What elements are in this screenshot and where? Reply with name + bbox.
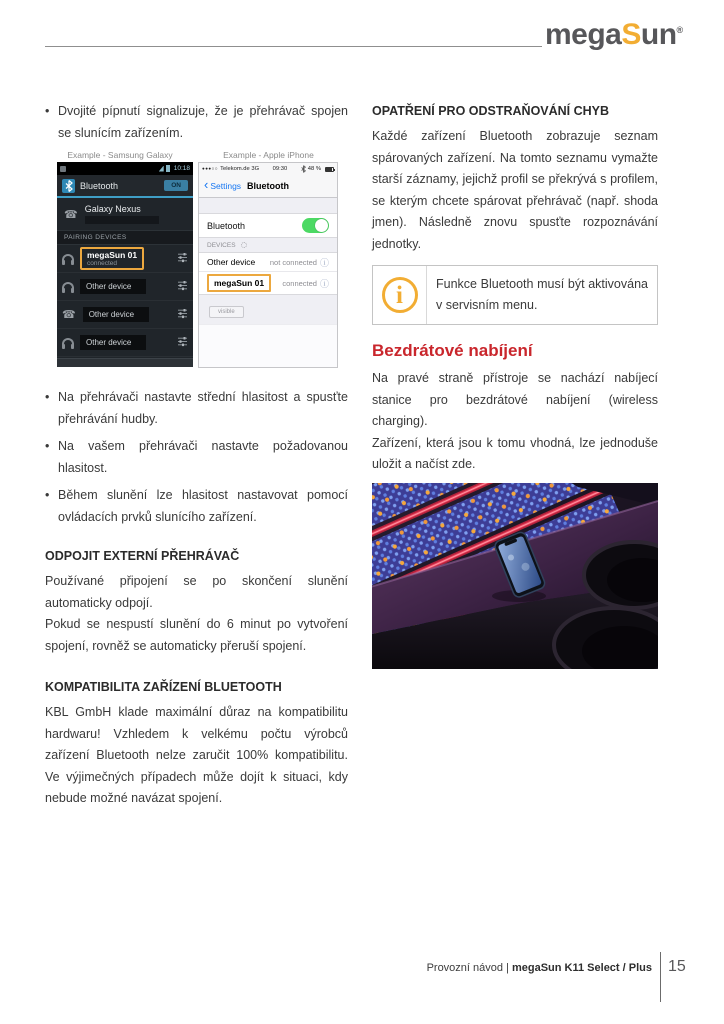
registered-mark: ®	[676, 25, 683, 35]
section-title-compatibility: KOMPATIBILITA ZAŘÍZENÍ BLUETOOTH	[45, 680, 282, 694]
phone-icon: ☎	[64, 207, 78, 221]
own-device-address	[85, 216, 159, 224]
bullet-list	[45, 387, 348, 528]
samsung-screenshot	[57, 162, 193, 367]
pair-settings-icon	[177, 250, 188, 268]
caption-iphone: Example - Apple iPhone	[223, 150, 314, 160]
own-device-name: Galaxy Nexus	[84, 204, 141, 214]
paragraph: Na pravé straně přístroje se nachází nabíjecí stanice pro bezdrátové nabíjení (wireless charging).	[372, 371, 658, 428]
bullet-volume-desired	[45, 436, 348, 479]
info-detail-icon	[317, 256, 329, 269]
pair-settings-icon	[177, 278, 188, 296]
back-label: Settings	[210, 181, 242, 191]
headphones-icon	[62, 338, 74, 347]
paragraph: Každé zařízení Bluetooth zobrazuje seznam spárovaných zařízení. Na tomto seznamu vymažte starší záznamy, jejichž profil se překrývá s profilem, se kterým chcete spárovat přehrávač (např. shoda jmen). Následně znovu spusťte rozpoznávání jednotky.	[372, 129, 658, 251]
header-rule	[45, 46, 542, 47]
screenshot-captions	[45, 150, 348, 160]
paragraph: Zařízení, která jsou k tomu vhodná, lze jednoduše uložit a načíst zde.	[372, 435, 658, 471]
samsung-title: Bluetooth	[80, 180, 119, 191]
bluetooth-toggle	[302, 218, 329, 233]
paired-device-name: megaSun 01	[87, 250, 138, 260]
bullet-pairing-beep	[45, 101, 348, 144]
visible-button-area	[199, 295, 337, 318]
logo-part-s: S	[621, 18, 641, 51]
footer-text	[427, 962, 652, 974]
megasun-highlight-box	[80, 247, 144, 270]
battery-icon	[325, 167, 334, 172]
iphone-empty-area	[199, 324, 337, 367]
samsung-own-device-row	[57, 198, 193, 230]
samsung-status-icons	[159, 165, 190, 172]
paragraph: Pokud se nespustí slunění do 6 minut po vytvoření spojení, rovněž se automaticky přeruší spojení.	[45, 617, 348, 653]
bluetooth-icon	[301, 165, 306, 173]
bullet-text: • Dvojité pípnutí signalizuje, že je přehrávač spojen se slunícím zařízením.	[58, 104, 348, 140]
paired-device-row	[57, 245, 193, 273]
section-title-wireless-charging: Bezdrátové nabíjení	[372, 341, 533, 360]
battery-percent: 48 %	[307, 166, 321, 172]
wireless-charging-photo	[372, 483, 658, 669]
device-name: Other device	[207, 257, 256, 267]
samsung-bottom-bar	[57, 358, 193, 367]
right-column	[372, 101, 658, 669]
iphone-status-bar	[199, 163, 337, 175]
footer-separator: |	[506, 962, 509, 974]
section-title-troubleshooting: OPATŘENÍ PRO ODSTRAŇOVÁNÍ CHYB	[372, 104, 610, 118]
back-to-settings	[204, 181, 241, 191]
pair-settings-icon	[177, 306, 188, 324]
section-title-disconnect: ODPOJIT EXTERNÍ PŘEHRÁVAČ	[45, 549, 240, 563]
phone-icon: ☎	[62, 308, 76, 321]
paired-device-status: connected	[87, 260, 117, 267]
bullet-volume-medium	[45, 387, 348, 430]
device-status: connected	[282, 278, 317, 288]
bullet-volume-during	[45, 485, 348, 528]
device-row	[199, 253, 337, 271]
info-icon-cell	[373, 266, 427, 324]
footer-divider	[660, 952, 661, 1002]
megasun-logo	[545, 18, 683, 52]
device-status: not connected	[269, 257, 317, 267]
headphones-icon	[62, 254, 74, 263]
usb-icon	[60, 166, 66, 172]
page-number: 15	[668, 958, 686, 975]
megasun-highlight-box: megaSun 01	[207, 274, 271, 292]
page-footer	[0, 950, 724, 1010]
bullet-text: • Na přehrávači nastavte střední hlasitost a spusťte přehrávání hudby.	[58, 390, 348, 426]
info-icon: i	[382, 277, 418, 313]
other-device-name: Other device	[80, 279, 146, 294]
paragraph: Používané připojení se po skončení slunění automaticky odpojí.	[45, 574, 348, 610]
info-note-box	[372, 265, 658, 325]
samsung-title-bar	[57, 175, 193, 198]
screenshots-row	[57, 162, 348, 368]
samsung-status-bar	[57, 162, 193, 175]
iphone-nav-bar	[199, 175, 337, 198]
carrier-label: Telekom.de 3G	[220, 166, 260, 172]
iphone-page-title: Bluetooth	[247, 181, 289, 191]
bluetooth-toggle-row	[199, 213, 337, 238]
bluetooth-icon	[62, 179, 75, 193]
visible-button: visible	[209, 306, 244, 318]
other-device-name: Other device	[80, 335, 146, 350]
footer-manual-label: Provozní návod	[426, 962, 503, 974]
devices-section-header	[199, 238, 337, 252]
bullet-text: • Na vašem přehrávači nastavte požadovanou hlasitost.	[58, 439, 348, 475]
other-device-row	[57, 329, 193, 357]
bluetooth-label: Bluetooth	[207, 220, 246, 231]
pairing-devices-header: PAIRING DEVICES	[57, 230, 193, 245]
left-column	[45, 101, 348, 810]
logo-part-mega: mega	[545, 18, 622, 51]
devices-label: DEVICES	[207, 241, 236, 249]
info-note-text: Funkce Bluetooth musí být aktivována v servisním menu.	[436, 277, 648, 312]
other-device-row	[57, 301, 193, 329]
other-device-row	[57, 273, 193, 301]
info-detail-icon	[317, 277, 329, 290]
signal-dots-icon	[202, 166, 218, 172]
logo-part-un: un	[640, 18, 677, 51]
spinner-icon	[241, 242, 247, 248]
bullet-text: • Během slunění lze hlasitost nastavovat pomocí ovládacích prvků slunícího zařízení.	[58, 488, 348, 524]
bluetooth-on-toggle: ON	[164, 180, 188, 191]
other-device-name: Other device	[83, 307, 149, 322]
signal-icon	[159, 166, 164, 172]
samsung-clock: 10:18	[173, 165, 190, 172]
footer-product: megaSun K11 Select / Plus	[511, 962, 652, 974]
device-row	[199, 271, 337, 294]
iphone-screenshot	[198, 162, 338, 368]
iphone-clock: 09:30	[272, 166, 288, 172]
spacer	[199, 198, 337, 213]
caption-samsung: Example - Samsung Galaxy	[67, 150, 173, 160]
device-list	[199, 252, 337, 295]
pair-settings-icon	[177, 334, 188, 352]
paragraph: KBL GmbH klade maximální důraz na kompatibilitu hardwaru! Vzhledem k velkému počtu výrobců zařízení Bluetooth nelze zaručit 100% kompatibilitu. Ve výjimečných případech může dojít k situaci, kdy nebude možné navázat spojení.	[45, 705, 348, 805]
battery-icon	[166, 165, 170, 172]
headphones-icon	[62, 282, 74, 291]
